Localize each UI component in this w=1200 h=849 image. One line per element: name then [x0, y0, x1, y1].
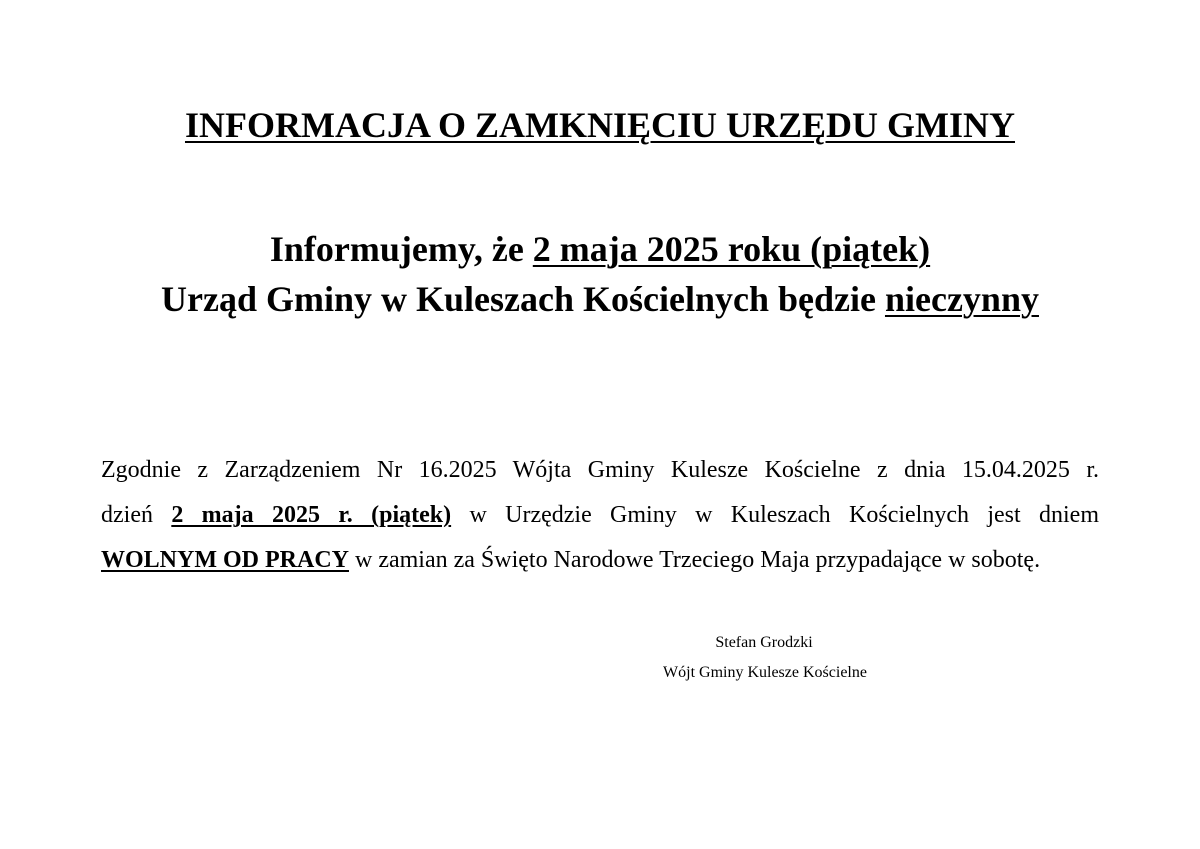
- announcement-line-2: [0, 277, 1200, 321]
- body-office-text: w Urzędzie Gminy w Kuleszach Kościelnych jest dniem: [451, 502, 1099, 528]
- body-paragraph-line-1: Zgodnie z Zarządzeniem Nr 16.2025 Wójta Gminy Kulesze Kościelne z dnia 15.04.2025 r.: [101, 457, 1099, 483]
- body-paragraph-line-3: [101, 545, 1099, 575]
- signature-role: Wójt Gminy Kulesze Kościelne: [663, 664, 867, 681]
- body-day-prefix: dzień: [101, 502, 172, 528]
- day-off-emphasis: WOLNYM OD PRACY: [101, 547, 349, 573]
- announcement-office: Urząd Gminy w Kuleszach Kościelnych będzie: [161, 279, 885, 319]
- signature-name: Stefan Grodzki: [715, 634, 813, 651]
- closure-date: 2 maja 2025 roku (piątek): [532, 229, 931, 269]
- closure-status: nieczynny: [884, 279, 1039, 319]
- body-holiday-text: w zamian za Święto Narodowe Trzeciego Maja przypadające w sobotę.: [348, 547, 1041, 573]
- body-paragraph-line-2: [101, 500, 1099, 530]
- announcement-line-1: [0, 227, 1200, 271]
- body-date: 2 maja 2025 r. (piątek): [171, 502, 452, 528]
- notice-title: INFORMACJA O ZAMKNIĘCIU URZĘDU GMINY: [184, 105, 1015, 145]
- announcement-prefix: Informujemy, że: [269, 229, 533, 269]
